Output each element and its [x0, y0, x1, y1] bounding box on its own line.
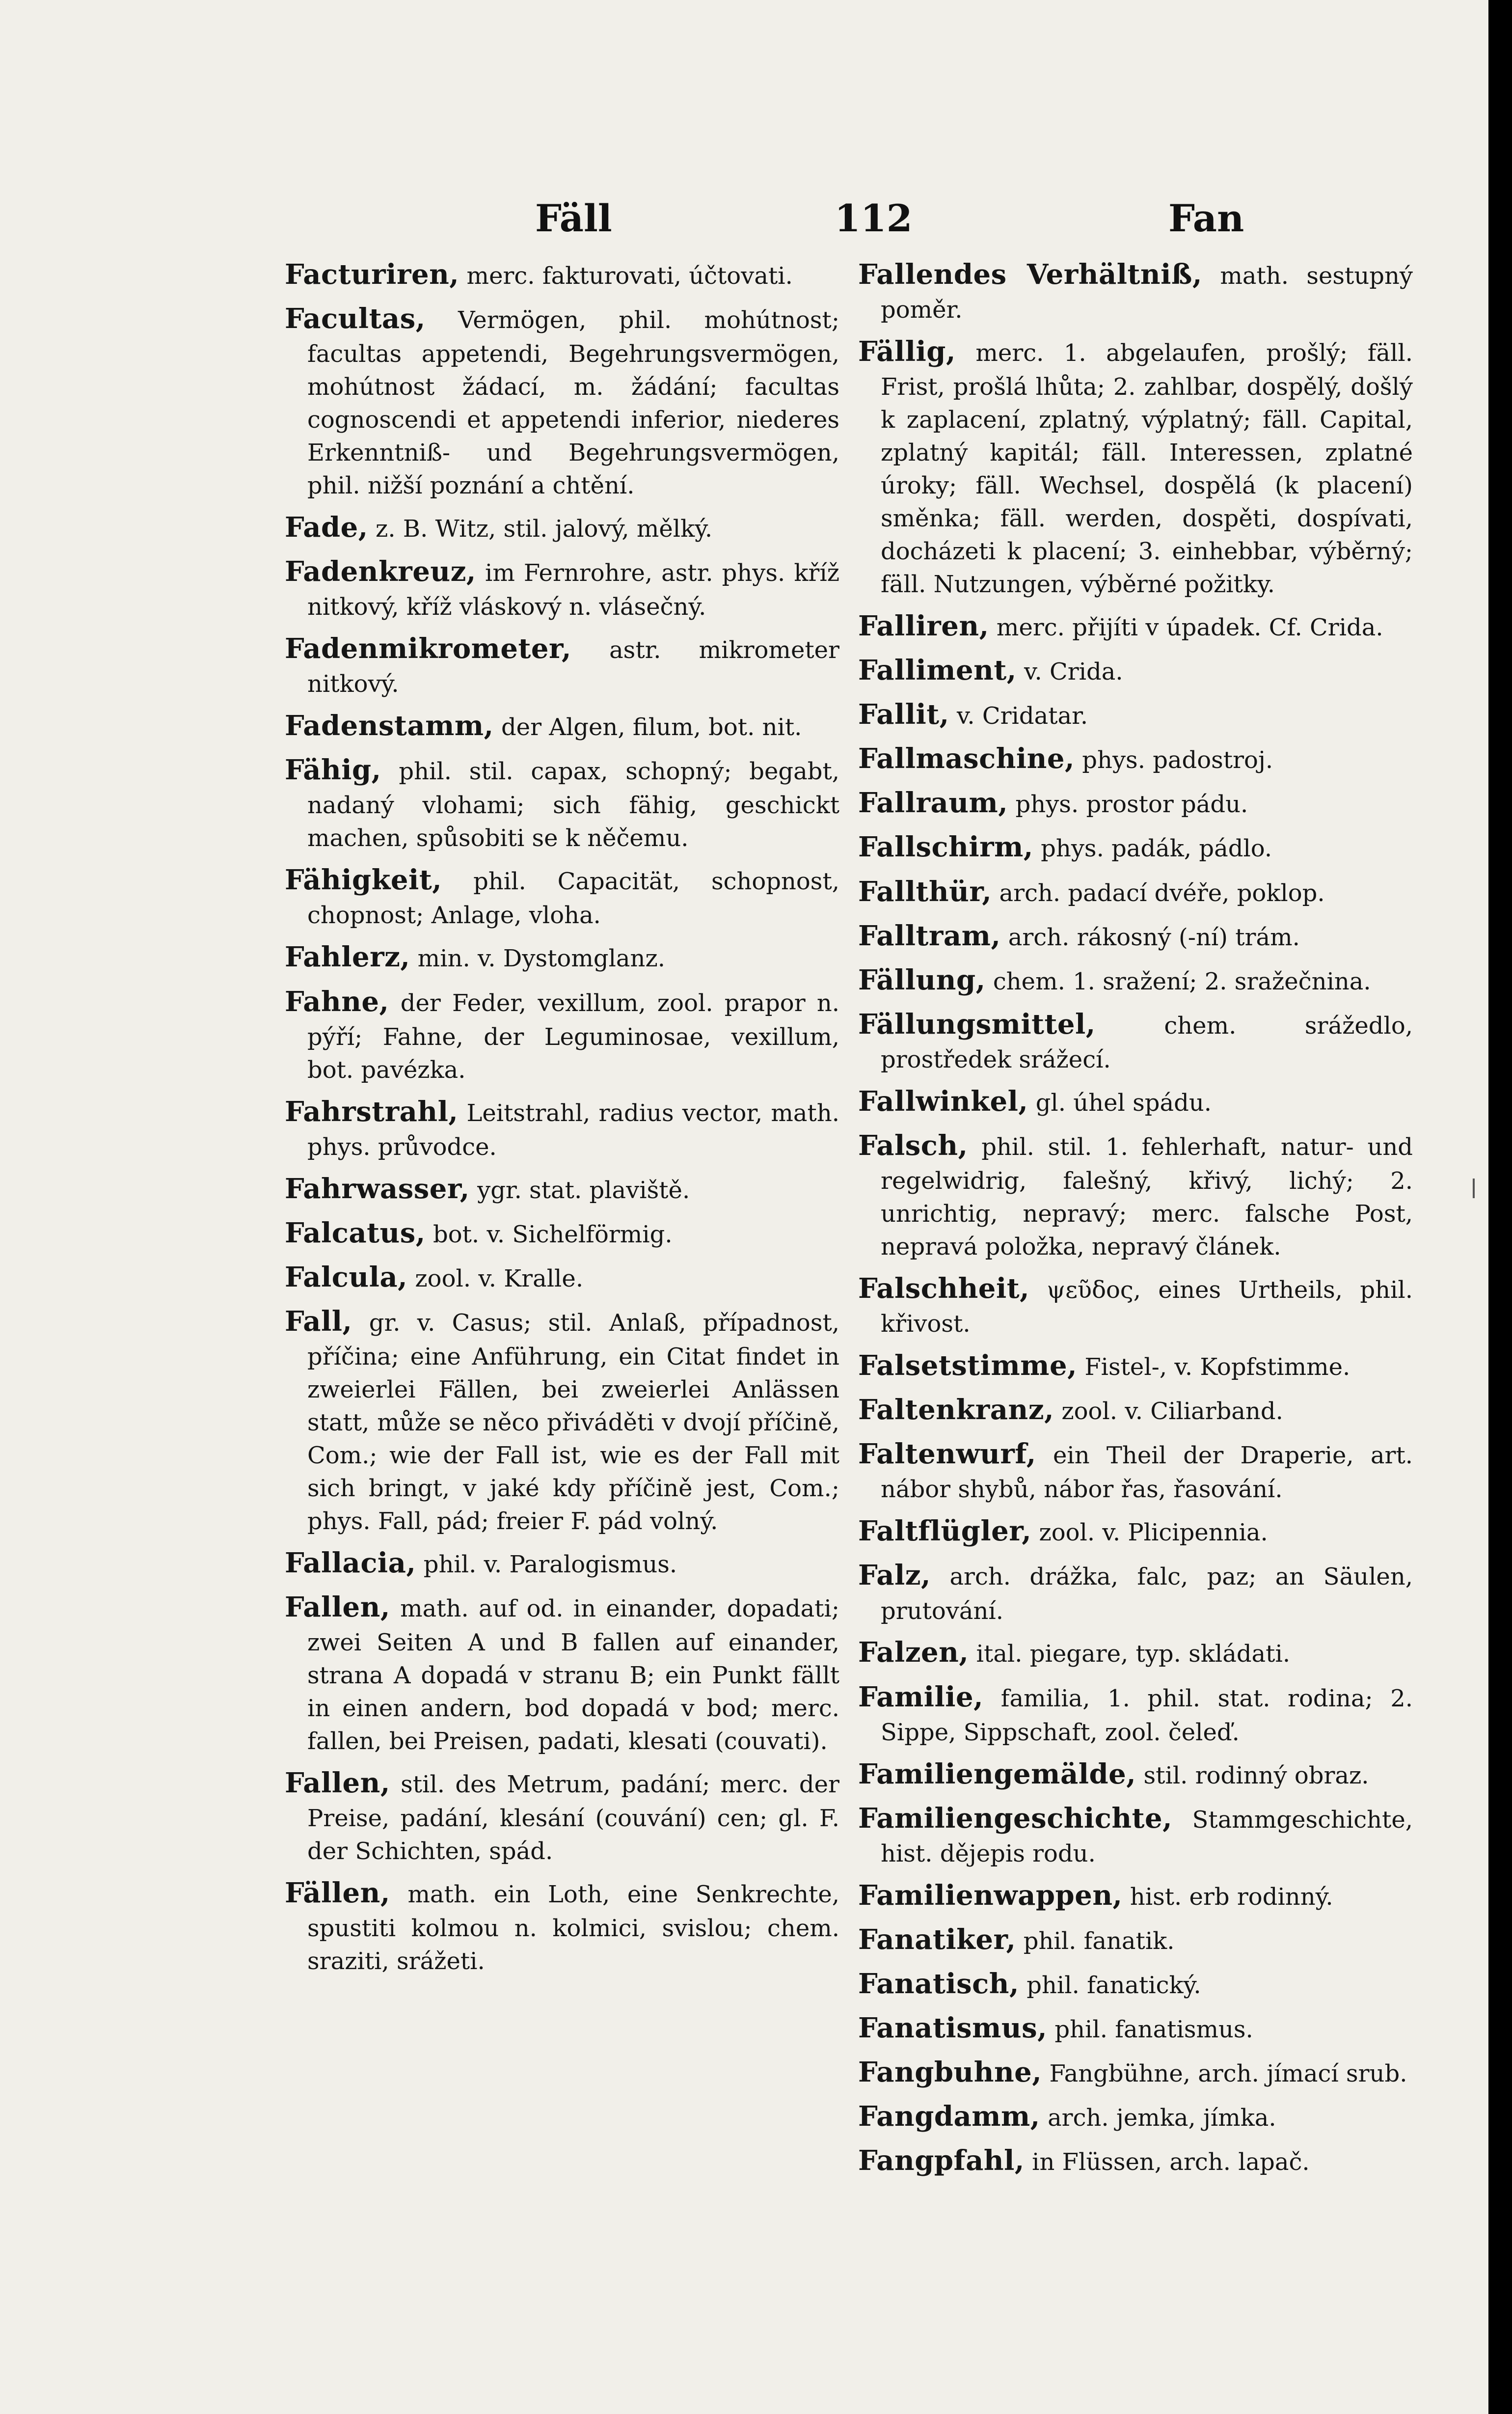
entry-definition: phil. stil. capax, schopný; begabt, nadaný vlohami; sich fähig, geschickt machen, spůsobiti se k něčemu. [307, 758, 839, 852]
entry-headword: Familienwappen, [858, 1879, 1123, 1912]
entry-headword: Fahrstrahl, [285, 1095, 459, 1128]
entry-headword: Falliment, [858, 654, 1017, 686]
entry-headword: Falltram, [858, 919, 1001, 952]
entry-definition: phil. fanatický. [1026, 1972, 1201, 2000]
entry-definition: gr. v. Casus; stil. Anlaß, případnost, příčina; eine Anführung, ein Citat findet in zweierlei Fällen, bei zweierlei Anlässen statt, může se něco přiváděti v dvojí příčině, Com.; wie der Fall ist, wie es der Fall mit sich bringt, v jaké kdy příčině jest, Com.; phys. Fall, pád; freier F. pád volný. [307, 1309, 839, 1535]
entry-headword: Fadenstamm, [285, 710, 494, 742]
entry-definition: Stammgeschichte, hist. dějepis rodu. [881, 1806, 1413, 1867]
entry-definition: Leitstrahl, radius vector, math. phys. průvodce. [307, 1099, 839, 1161]
dictionary-entry [858, 2009, 1413, 2047]
dictionary-entry [285, 751, 839, 855]
entry-headword: Fahlerz, [285, 941, 410, 974]
entry-headword: Fallschirm, [858, 831, 1033, 864]
entry-headword: Falschheit, [858, 1272, 1030, 1305]
entry-definition: phil. fanatismus. [1054, 2016, 1253, 2044]
entry-headword: Falcatus, [285, 1216, 426, 1249]
entry-headword: Fadenmikrometer, [285, 632, 571, 665]
entry-definition: der Algen, filum, bot. nit. [501, 713, 802, 741]
dictionary-entry [858, 651, 1413, 689]
entry-headword: Fall, [285, 1305, 352, 1338]
entry-definition: familia, 1. phil. stat. rodina; 2. Sippe, Sippschaft, zool. čeleď. [881, 1684, 1413, 1746]
entry-definition: ital. piegare, typ. skládati. [976, 1640, 1291, 1668]
entry-headword: Falz, [858, 1559, 931, 1592]
entry-headword: Fällen, [285, 1876, 390, 1909]
entry-headword: Facultas, [285, 302, 426, 335]
dictionary-entry [285, 861, 839, 932]
entry-definition: ygr. stat. plaviště. [477, 1176, 690, 1204]
entry-definition: der Feder, vexillum, zool. prapor n. pýří; Fahne, der Leguminosae, vexillum, bot. pavézka. [307, 989, 840, 1084]
entry-definition: ψεῦδος, eines Urtheils, phil. křivost. [881, 1276, 1413, 1338]
page-number: 112 [835, 196, 913, 240]
entry-definition: z. B. Witz, stil. jalový, mělký. [376, 515, 713, 543]
entry-definition: stil. rodinný obraz. [1143, 1761, 1369, 1789]
dictionary-entry [858, 1126, 1413, 1263]
entry-definition: zool. v. Plicipennia. [1039, 1519, 1268, 1547]
entry-headword: Fadenkreuz, [285, 555, 476, 588]
entry-headword: Fallacia, [285, 1546, 416, 1579]
entry-definition: astr. mikrometer nitkový. [307, 636, 839, 698]
entry-headword: Faltenkranz, [858, 1394, 1054, 1426]
entry-headword: Facturiren, [285, 258, 459, 291]
dictionary-entry [858, 1799, 1413, 1870]
entry-headword: Falzen, [858, 1636, 969, 1669]
entry-definition: math. auf od. in einander, dopadati; zwei Seiten A und B fallen auf einander, strana A dopadá v stranu B; ein Punkt fällt in einen andern, bod dopadá v bod; merc. fallen, bei Preisen, padati, klesati (couvati). [307, 1594, 839, 1755]
entry-definition: phys. prostor pádu. [1015, 791, 1248, 819]
entry-headword: Fällungsmittel, [858, 1008, 1096, 1041]
dictionary-entry [858, 332, 1413, 601]
entry-headword: Fangpfahl, [858, 2144, 1025, 2177]
entry-headword: Fahne, [285, 985, 389, 1018]
entry-definition: chem. srážedlo, prostředek srážecí. [881, 1012, 1413, 1073]
dictionary-entry [858, 1920, 1413, 1959]
entry-headword: Fallen, [285, 1766, 390, 1799]
entry-definition: arch. rákosný (-ní) trám. [1008, 923, 1300, 951]
entry-definition: merc. 1. abgelaufen, prošlý; fäll. Frist, prošlá lhůta; 2. zahlbar, dospělý, došlý k zaplacení, zplatný, výplatný; fäll. Capital, zplatný kapitál; fäll. Interessen, zplatné úroky; fäll. Wechsel, dospělá (k placení) směnka; fäll. werden, dospěti, dospívati, docházeti k placení; 3. einhebbar, výběrný; fäll. Nutzungen, výběrné požitky. [881, 339, 1413, 598]
entry-headword: Fallthür, [858, 875, 992, 908]
entry-definition: zool. v. Kralle. [415, 1264, 584, 1292]
entry-definition: arch. drážka, falc, paz; an Säulen, prutování. [881, 1563, 1413, 1625]
dictionary-entry [285, 1170, 839, 1208]
dictionary-entry [858, 1082, 1413, 1121]
dictionary-entry [285, 552, 839, 624]
entry-definition: v. Cridatar. [956, 702, 1088, 730]
entry-headword: Fanatiker, [858, 1923, 1016, 1956]
entry-definition: phil. Capacität, schopnost, chopnost; Anlage, vloha. [307, 868, 839, 930]
entry-definition: Fistel-, v. Kopfstimme. [1084, 1353, 1350, 1381]
entry-definition: math. ein Loth, eine Senkrechte, spustiti kolmou n. kolmici, svislou; chem. sraziti, srážeti. [307, 1880, 840, 1975]
entry-headword: Fallraum, [858, 787, 1008, 820]
entry-definition: zool. v. Ciliarband. [1061, 1398, 1283, 1426]
entry-definition: ein Theil der Draperie, art. nábor shybů, nábor řas, řasování. [881, 1442, 1413, 1504]
entry-definition: arch. padací dvéře, poklop. [999, 879, 1325, 907]
entry-headword: Faltflügler, [858, 1515, 1032, 1548]
dictionary-entry [858, 1876, 1413, 1915]
entry-definition: in Flüssen, arch. lapač. [1032, 2148, 1310, 2176]
dictionary-entry [285, 1302, 839, 1538]
dictionary-entry [858, 2141, 1413, 2180]
entry-headword: Fahrwasser, [285, 1172, 470, 1205]
entry-headword: Fallmaschine, [858, 742, 1075, 775]
dictionary-entry [285, 1544, 839, 1582]
dictionary-entry [285, 630, 839, 701]
entry-headword: Familiengemälde, [858, 1757, 1136, 1790]
entry-headword: Falsetstimme, [858, 1349, 1078, 1382]
dictionary-entry [285, 1214, 839, 1252]
dictionary-entry [285, 300, 839, 502]
entry-headword: Familie, [858, 1680, 984, 1713]
entry-headword: Fangbuhne, [858, 2056, 1042, 2089]
entry-headword: Fähigkeit, [285, 864, 442, 897]
entry-definition: merc. fakturovati, účtovati. [466, 262, 793, 290]
entry-definition: merc. přijíti v úpadek. Cf. Crida. [996, 613, 1383, 641]
entry-definition: hist. erb rodinný. [1130, 1883, 1333, 1911]
dictionary-entry [285, 707, 839, 745]
entry-definition: arch. jemka, jímka. [1048, 2104, 1276, 2132]
entry-headword: Fallwinkel, [858, 1085, 1028, 1118]
left-guide-word: Fäll [535, 196, 612, 240]
entry-definition: phil. v. Paralogismus. [423, 1550, 677, 1578]
dictionary-entry [285, 1258, 839, 1296]
dictionary-entry [858, 1391, 1413, 1429]
page-edge-mark [1473, 1179, 1475, 1198]
entry-headword: Falliren, [858, 609, 989, 642]
dictionary-entry [858, 1435, 1413, 1506]
dictionary-entry [858, 1633, 1413, 1672]
left-column [285, 255, 839, 1984]
entry-definition: chem. 1. sražení; 2. sražečnina. [993, 967, 1371, 995]
dictionary-entry [285, 508, 839, 547]
dictionary-entry [858, 2053, 1413, 2091]
entry-definition: v. Crida. [1024, 658, 1123, 686]
dictionary-entry [285, 1764, 839, 1868]
dictionary-entry [858, 1678, 1413, 1749]
entry-definition: Fangbühne, arch. jímací srub. [1049, 2060, 1407, 2088]
dictionary-entry [858, 784, 1413, 822]
dictionary-entry [858, 917, 1413, 955]
dictionary-entry [858, 1965, 1413, 2003]
dictionary-entry [858, 255, 1413, 327]
dictionary-entry [285, 1874, 839, 1978]
entry-definition: phys. padostroj. [1082, 746, 1273, 774]
dictionary-entry [858, 695, 1413, 734]
dictionary-entry [858, 828, 1413, 866]
entry-headword: Fangdamm, [858, 2100, 1040, 2133]
entry-headword: Falsch, [858, 1129, 968, 1162]
dictionary-entry [858, 2097, 1413, 2136]
entry-definition: im Fernrohre, astr. phys. kříž nitkový, kříž vláskový n. vlásečný. [307, 559, 840, 621]
entry-definition: Vermögen, phil. mohútnost; facultas appetendi, Begehrungsvermögen, mohútnost žádací, m. žádání; facultas cognoscendi et appetendi inferior, niederes Erkenntniß- und Begehrungsvermögen, phil. nižší poznání a chtění. [307, 306, 839, 500]
dictionary-entry [285, 938, 839, 976]
entry-definition: phil. stil. 1. fehlerhaft, natur- und regelwidrig, falešný, křivý, lichý; 2. unrichtig, nepravý; merc. falsche Post, nepravá položka, nepravý článek. [881, 1133, 1413, 1261]
entry-definition: stil. des Metrum, padání; merc. der Preise, padání, klesání (couvání) cen; gl. F. der Schichten, spád. [307, 1770, 839, 1865]
entry-headword: Familiengeschichte, [858, 1802, 1173, 1835]
entry-headword: Fallit, [858, 698, 949, 731]
dictionary-entry [858, 961, 1413, 999]
dictionary-entry [858, 1346, 1413, 1385]
entry-definition: math. sestupný poměr. [881, 262, 1413, 324]
dictionary-entry [285, 1588, 839, 1758]
dictionary-entry [858, 873, 1413, 911]
dictionary-entry [285, 255, 839, 294]
dictionary-entry [858, 1556, 1413, 1627]
right-column [858, 255, 1413, 2186]
dictionary-entry [858, 1755, 1413, 1793]
dictionary-entry [858, 1512, 1413, 1550]
entry-headword: Falcula, [285, 1261, 408, 1293]
dictionary-entry [858, 1269, 1413, 1341]
entry-definition: phil. fanatik. [1023, 1927, 1175, 1955]
entry-headword: Fallen, [285, 1591, 390, 1623]
right-guide-word: Fan [1168, 196, 1244, 240]
entry-headword: Fällig, [858, 335, 956, 368]
entry-headword: Fanatisch, [858, 1968, 1019, 2001]
dictionary-entry [285, 1093, 839, 1164]
entry-headword: Fähig, [285, 754, 381, 787]
entry-headword: Fanatismus, [858, 2012, 1048, 2045]
entry-definition: phys. padák, pádlo. [1041, 835, 1272, 863]
entry-headword: Faltenwurf, [858, 1438, 1036, 1471]
dictionary-entry [858, 1005, 1413, 1076]
entry-definition: min. v. Dystomglanz. [417, 945, 665, 973]
entry-headword: Fällung, [858, 963, 986, 996]
dictionary-entry [858, 607, 1413, 645]
entry-headword: Fade, [285, 511, 368, 544]
entry-headword: Fallendes Verhältniß, [858, 258, 1202, 291]
entry-definition: gl. úhel spádu. [1035, 1089, 1212, 1117]
dictionary-entry [858, 740, 1413, 778]
dictionary-entry [285, 983, 839, 1087]
entry-definition: bot. v. Sichelförmig. [433, 1220, 673, 1248]
